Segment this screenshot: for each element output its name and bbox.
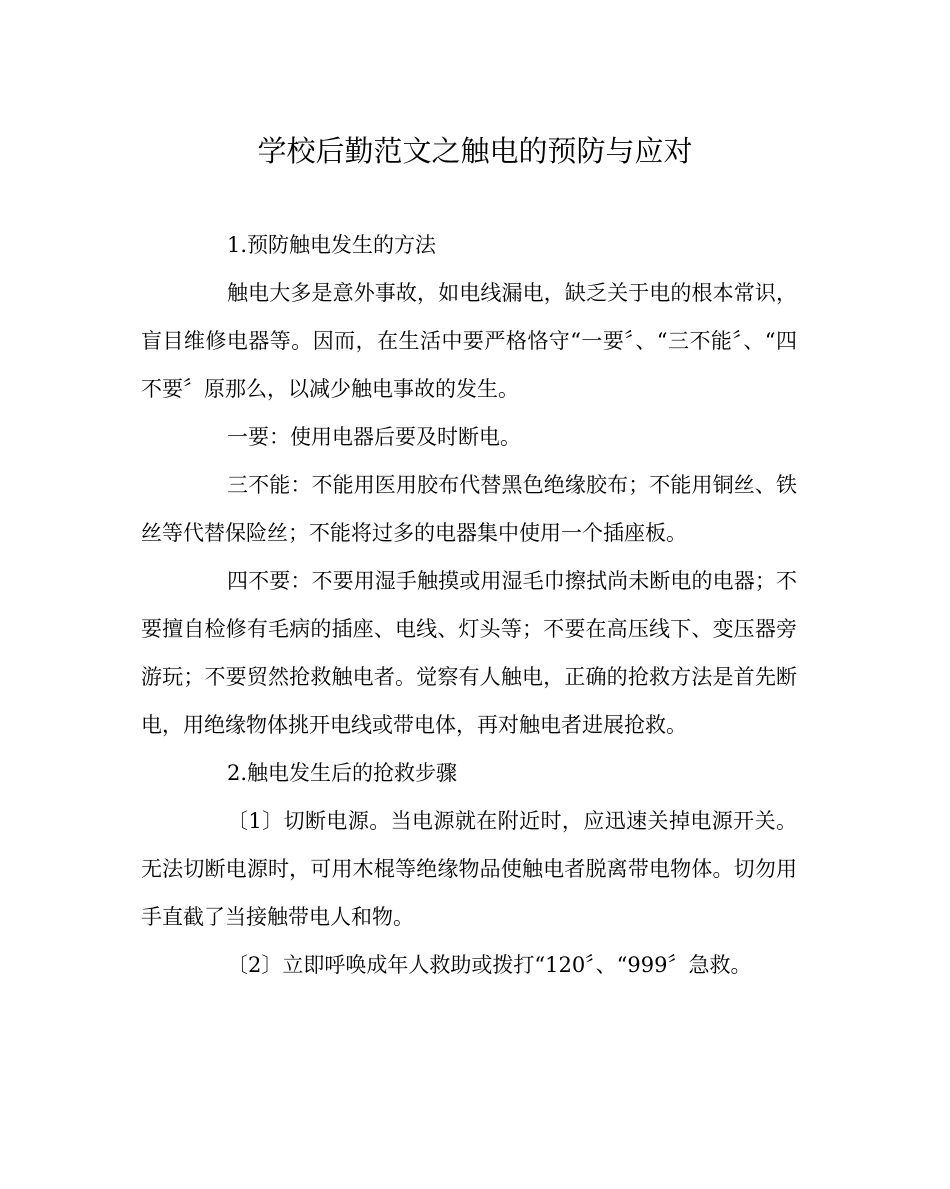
paragraph-step-2: 〔2〕立即呼唤成年人救助或拨打“120〞、“999〞急救。 [227, 953, 752, 977]
paragraph-one-must: 一要：使用电器后要及时断电。 [227, 425, 521, 449]
paragraph-step-1: 〔1〕切断电源。当电源就在附近时，应迅速关掉电源开关。无法切断电源时，可用木棍等绝缘物品使触电者脱离带电物体。切勿用手直截了当接触带电人和物。 [141, 809, 797, 929]
document-body [141, 221, 797, 989]
paragraph-three-cannot: 三不能：不能用医用胶布代替黑色绝缘胶布；不能用铜丝、铁丝等代替保险丝；不能将过多的电器集中使用一个插座板。 [141, 473, 797, 545]
section-heading-prevention: 1.预防触电发生的方法 [227, 233, 437, 257]
section-heading-rescue: 2.触电发生后的抢救步骤 [227, 761, 458, 785]
document-title: 学校后勤范文之触电的预防与应对 [257, 134, 693, 168]
paragraph-intro: 触电大多是意外事故，如电线漏电，缺乏关于电的根本常识，盲目维修电器等。因而，在生活中要严格恪守“一要〞、“三不能〞、“四不要〞原那么，以减少触电事故的发生。 [141, 281, 797, 401]
paragraph-four-donot: 四不要：不要用湿手触摸或用湿毛巾擦拭尚未断电的电器；不要擅自检修有毛病的插座、电线、灯头等；不要在高压线下、变压器旁游玩；不要贸然抢救触电者。觉察有人触电，正确的抢救方法是首先断电，用绝缘物体挑开电线或带电体，再对触电者进展抢救。 [141, 569, 797, 737]
